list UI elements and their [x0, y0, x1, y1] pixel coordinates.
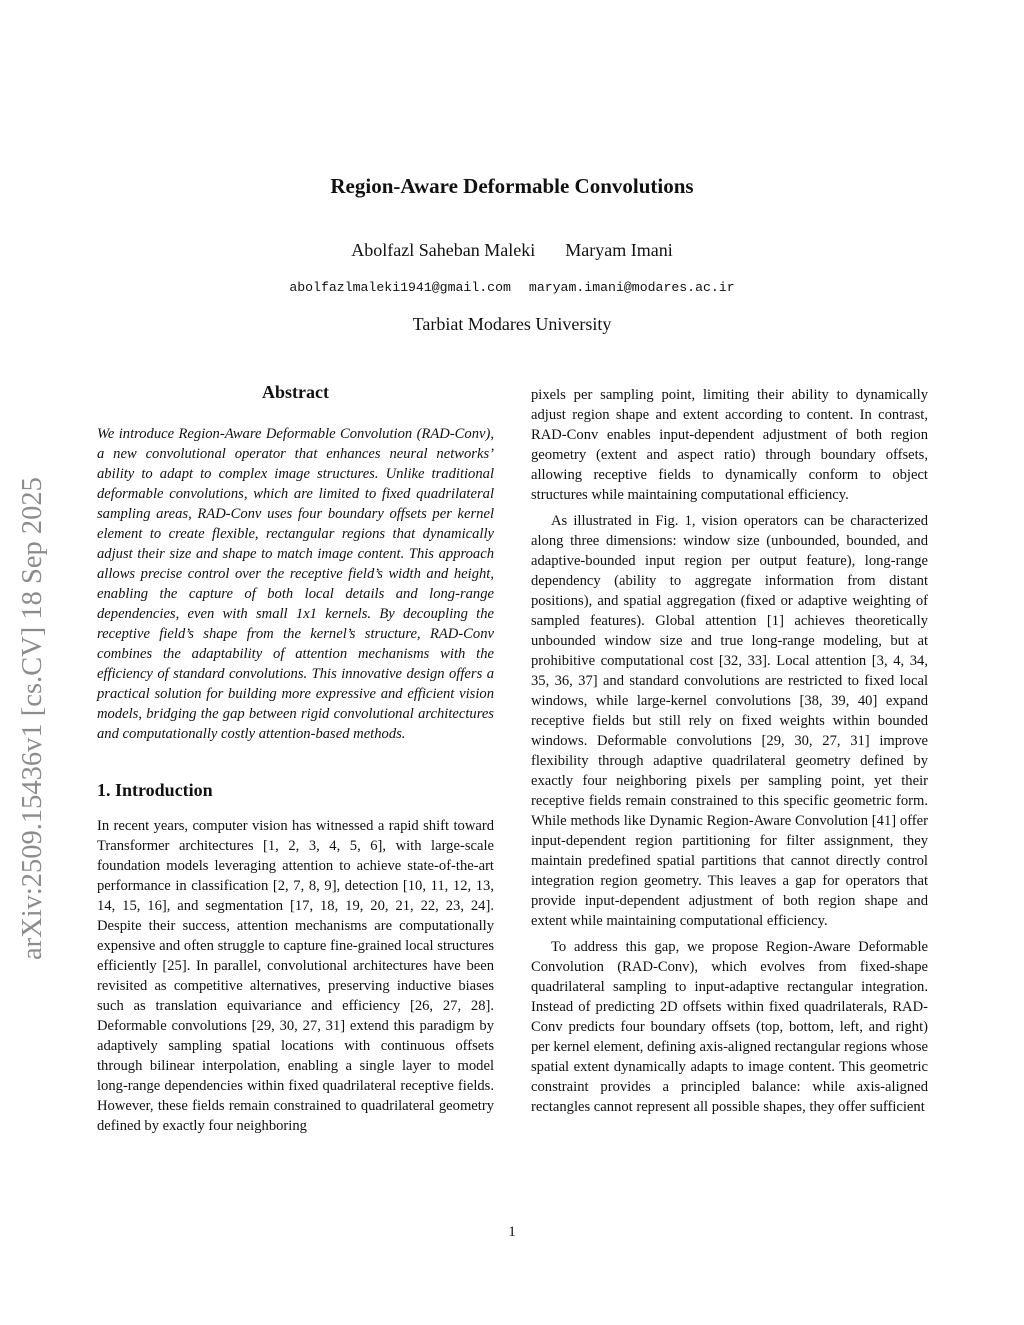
section-heading: 1. Introduction	[97, 780, 213, 800]
author-name: Abolfazl Saheban Maleki	[351, 240, 536, 260]
author-emails	[0, 280, 1024, 295]
affiliation: Tarbiat Modares University	[412, 314, 612, 334]
paragraph: As illustrated in Fig. 1, vision operators can be characterized along three dimensions: window size (unbounded, bounded, and adaptive-bounded input region per output feature), long-range dependency (ability to aggregate information from distant positions), and spatial aggregation (fixed or adaptive weighting of sampled features). Global attention [1] achieves theoretically unbounded window size and true long-range modeling, but at prohibitive computational cost [32, 33]. Local attention [3, 4, 34, 35, 36, 37] and standard convolutions are restricted to fixed local windows, while large-kernel convolutions [38, 39, 40] expand receptive fields but still rely on fixed weights within bounded windows. Deformable convolutions [29, 30, 27, 31] improve flexibility through adaptive quadrilateral geometry defined by exactly four neighboring pixels per sampling point, yet their receptive fields remain constrained to this specific geometric form. While methods like Dynamic Region-Aware Convolution [41] offer input-dependent region partitioning for filter assignment, they maintain predefined spatial partitions that cannot directly control integration region geometry. This leaves a gap for operators that provide input-dependent adjustment of both region shape and extent while maintaining computational efficiency.	[531, 513, 928, 929]
paragraph: To address this gap, we propose Region-Aware Deformable Convolution (RAD-Conv), which evolves from fixed-shape quadrilateral sampling to input-adaptive rectangular integration. Instead of predicting 2D offsets within fixed quadrilaterals, RAD-Conv predicts four boundary offsets (top, bottom, left, and right) per kernel element, defining axis-aligned rectangular regions whose spatial extent dynamically adapts to image content. This geometric constraint provides a principled balance: while axis-aligned rectangles cannot represent all possible shapes, they offer sufficient	[531, 939, 928, 1115]
right-column	[531, 385, 928, 1117]
email-link[interactable]: abolfazlmaleki1941@gmail.com	[289, 280, 511, 295]
abstract-text: We introduce Region-Aware Deformable Convolution (RAD-Conv), a new convolutional operator that enhances neural networks’ ability to adapt to complex image structures. Unlike traditional deformable convolutions, which are limited to fixed quadrilateral sampling areas, RAD-Conv uses four boundary offsets per kernel element to create flexible, rectangular regions that dynamically adjust their size and shape to match image content. This approach allows precise control over the receptive field’s width and height, enabling the capture of both local details and long-range dependencies, even with small 1x1 kernels. By decoupling the receptive field’s shape from the kernel’s structure, RAD-Conv combines the adaptability of attention mechanisms with the efficiency of standard convolutions. This innovative design offers a practical solution for building more expressive and efficient vision models, bridging the gap between rigid convolutional architectures and computationally costly attention-based methods.	[97, 426, 494, 742]
paragraph: pixels per sampling point, limiting their ability to dynamically adjust region shape and extent according to content. In contrast, RAD-Conv enables input-dependent adjustment of both region geometry (extent and aspect ratio) through boundary offsets, allowing receptive fields to dynamically conform to object structures while maintaining computational efficiency.	[531, 387, 928, 503]
abstract-heading: Abstract	[262, 382, 329, 402]
arxiv-stamp[interactable]: arXiv:2509.15436v1 [cs.CV] 18 Sep 2025	[17, 477, 48, 960]
paragraph: In recent years, computer vision has witnessed a rapid shift toward Transformer architectures [1, 2, 3, 4, 5, 6], with large-scale foundation models leveraging attention to achieve state-of-the-art performance in classification [2, 7, 8, 9], detection [10, 11, 12, 13, 14, 15, 16], and segmentation [17, 18, 19, 20, 21, 22, 23, 24]. Despite their success, attention mechanisms are computationally expensive and often struggle to capture fine-grained local structures efficiently [25]. In parallel, convolutional architectures have been revisited as competitive alternatives, preserving inductive biases such as translation equivariance and efficiency [26, 27, 28]. Deformable convolutions [29, 30, 27, 31] extend this paradigm by adaptively sampling spatial locations with continuous offsets through bilinear interpolation, enabling a single layer to model long-range dependencies within fixed quadrilateral receptive fields. However, these fields remain constrained to quadrilateral geometry defined by exactly four neighboring	[97, 818, 494, 1134]
email-link[interactable]: maryam.imani@modares.ac.ir	[528, 280, 735, 295]
author-name: Maryam Imani	[565, 240, 673, 260]
page-number: 1	[508, 1224, 516, 1240]
paper-title: Region-Aware Deformable Convolutions	[330, 174, 694, 198]
author-list	[0, 240, 1024, 261]
left-column	[97, 380, 494, 1136]
